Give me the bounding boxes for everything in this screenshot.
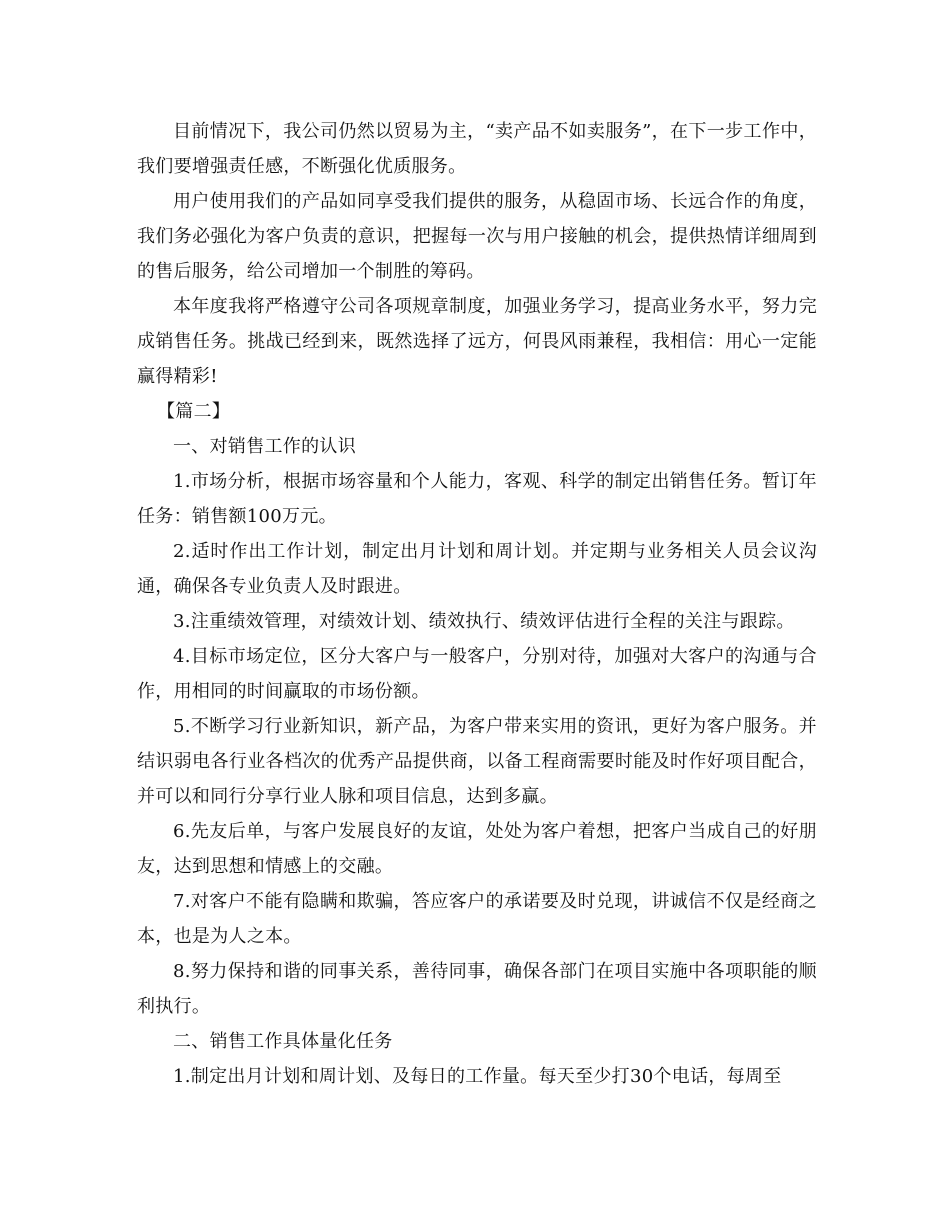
list-item-learning: 5.不断学习行业新知识，新产品，为客户带来实用的资讯，更好为客户服务。并结识弱电各行业各档次的优秀产品提供商，以备工程商需要时能及时作好项目配合，并可以和同行分享行业人脉和项目信息，达到多赢。 — [137, 716, 817, 807]
list-item-work-plan: 2.适时作出工作计划，制定出月计划和周计划。并定期与业务相关人员会议沟通，确保各专业负责人及时跟进。 — [137, 541, 817, 597]
document-body — [137, 114, 817, 1094]
section-title-part-two: 【篇二】 — [157, 401, 231, 422]
list-item-target-market: 4.目标市场定位，区分大客户与一般客户，分别对待，加强对大客户的沟通与合作，用相同的时间赢取的市场份额。 — [137, 646, 817, 702]
list-item-colleagues: 8.努力保持和谐的同事关系，善待同事，确保各部门在项目实施中各项职能的顺利执行。 — [137, 961, 817, 1017]
paragraph-service-intro: 目前情况下，我公司仍然以贸易为主，“卖产品不如卖服务”，在下一步工作中，我们要增强责任感，不断强化优质服务。 — [137, 121, 817, 177]
heading-quantified-tasks: 二、销售工作具体量化任务 — [173, 1031, 393, 1052]
list-item-honesty: 7.对客户不能有隐瞒和欺骗，答应客户的承诺要及时兑现，讲诚信不仅是经商之本，也是为人之本。 — [137, 891, 817, 947]
paragraph-annual-goal: 本年度我将严格遵守公司各项规章制度，加强业务学习，提高业务水平，努力完成销售任务。挑战已经到来，既然选择了远方，何畏风雨兼程，我相信：用心一定能赢得精彩! — [137, 296, 817, 387]
list-item-friendship: 6.先友后单，与客户发展良好的友谊，处处为客户着想，把客户当成自己的好朋友，达到思想和情感上的交融。 — [137, 821, 817, 877]
heading-sales-understanding: 一、对销售工作的认识 — [173, 436, 356, 457]
list-item-daily-plan: 1.制定出月计划和周计划、及每日的工作量。每天至少打30个电话，每周至 — [173, 1066, 782, 1087]
paragraph-after-sales: 用户使用我们的产品如同享受我们提供的服务，从稳固市场、长远合作的角度，我们务必强化为客户负责的意识，把握每一次与用户接触的机会，提供热情详细周到的售后服务，给公司增加一个制胜的筹码。 — [137, 191, 817, 282]
list-item-market-analysis: 1.市场分析，根据市场容量和个人能力，客观、科学的制定出销售任务。暂订年任务：销售额100万元。 — [137, 471, 817, 527]
list-item-performance: 3.注重绩效管理，对绩效计划、绩效执行、绩效评估进行全程的关注与跟踪。 — [173, 611, 795, 632]
